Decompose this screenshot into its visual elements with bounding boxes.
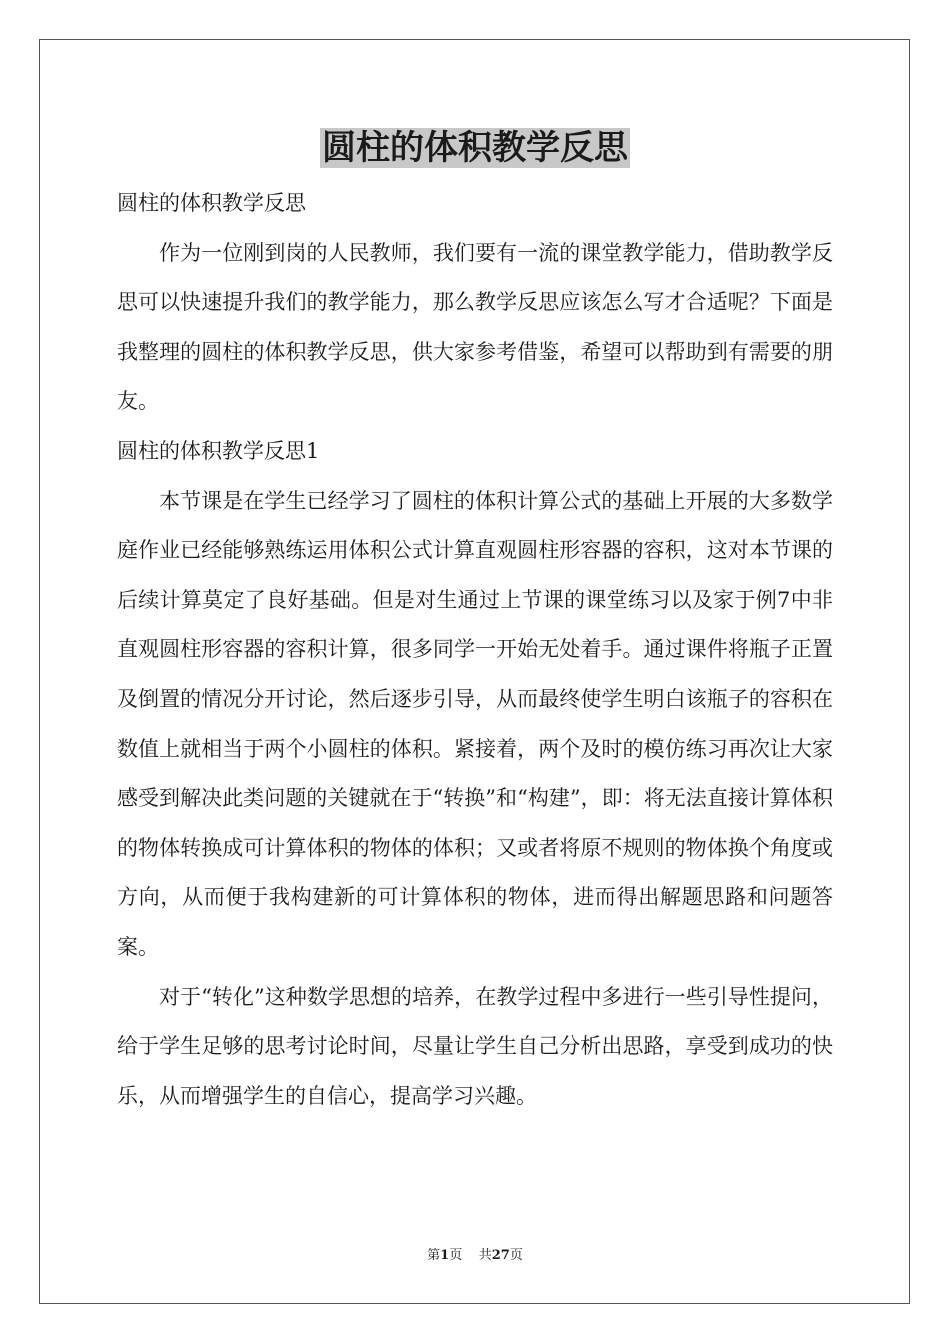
document-body (117, 179, 833, 1121)
footer-page-prefix: 第 (427, 1248, 441, 1263)
footer-total-suffix: 页 (509, 1248, 523, 1263)
document-subtitle: 圆柱的体积教学反思 (117, 191, 306, 215)
document-title-text: 圆柱的体积教学反思 (322, 128, 628, 168)
page-footer (0, 1248, 950, 1264)
body-paragraph-1: 本节课是在学生已经学习了圆柱的体积计算公式的基础上开展的大多数学庭作业已经能够熟练运用体积公式计算直观圆柱形容器的容积，这对本节课的后续计算莫定了良好基础。但是对生通过上节课的课堂练习以及家于例7中非直观圆柱形容器的容积计算，很多同学一开始无处着手。通过课件将瓶子正置及倒置的情况分开讨论，然后逐步引导，从而最终使学生明白该瓶子的容积在数值上就相当于两个小圆柱的体积。紧接着，两个及时的模仿练习再次让大家感受到解决此类问题的关键就在于“转换”和“构建”，即：将无法直接计算体积的物体转换成可计算体积的物体的体积；又或者将原不规则的物体换个角度或方向，从而便于我构建新的可计算体积的物体，进而得出解题思路和问题答案。 (117, 488, 833, 959)
intro-paragraph: 作为一位刚到岗的人民教师，我们要有一流的课堂教学能力，借助教学反思可以快速提升我们的教学能力，那么教学反思应该怎么写才合适呢？下面是我整理的圆柱的体积教学反思，供大家参考借鉴，希望可以帮助到有需要的朋友。 (117, 240, 833, 414)
footer-page-suffix: 页 (449, 1248, 463, 1263)
footer-total-prefix: 共 (478, 1248, 492, 1263)
footer-page-number: 1 (440, 1248, 450, 1263)
document-title (0, 126, 950, 170)
section-heading: 圆柱的体积教学反思1 (117, 438, 320, 463)
body-paragraph-2: 对于“转化”这种数学思想的培养，在教学过程中多进行一些引导性提问，给于学生足够的思考讨论时间，尽量让学生自己分析出思路，享受到成功的快乐，从而增强学生的自信心，提高学习兴趣。 (117, 984, 833, 1108)
footer-total-pages: 27 (491, 1248, 510, 1263)
